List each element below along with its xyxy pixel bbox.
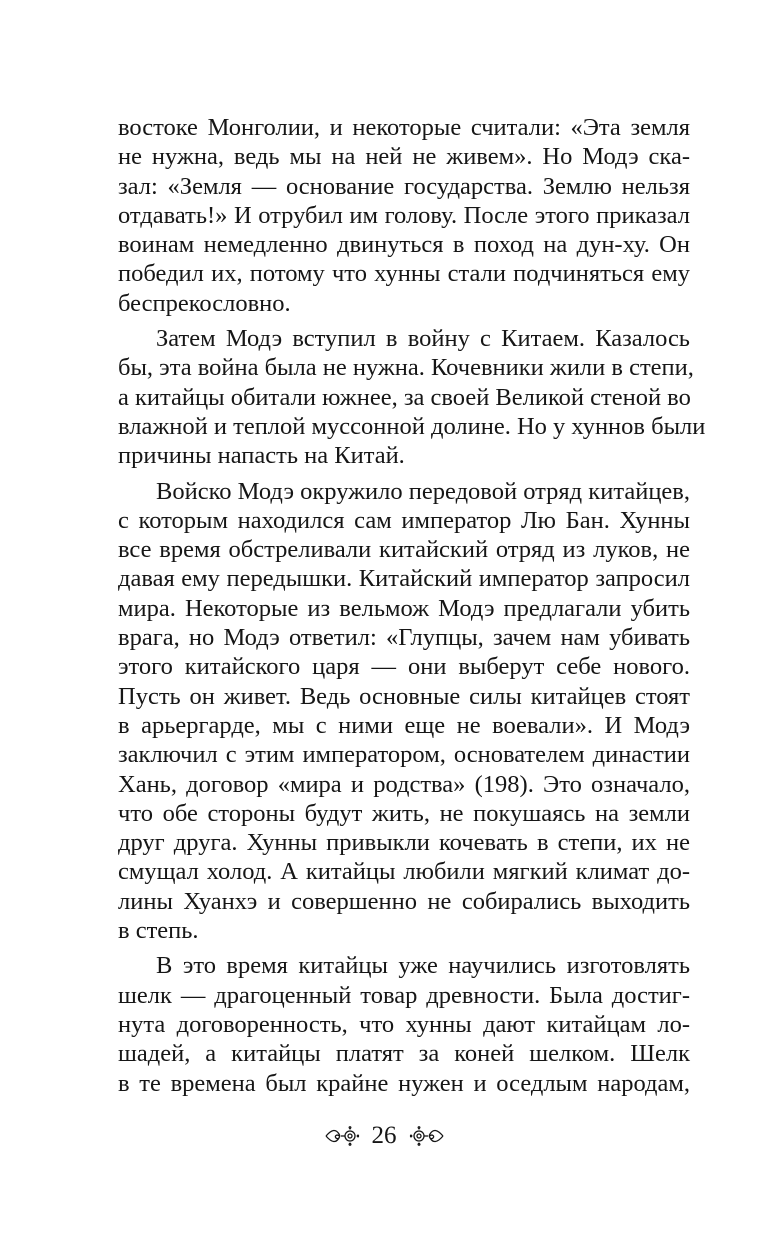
- text-line: влажной и теплой муссонной долине. Но у хуннов были: [118, 412, 706, 440]
- floral-ornament-icon: [409, 1125, 445, 1147]
- text-line: друг друга. Хунны привыкли кочевать в степи, их не: [118, 829, 690, 857]
- text-line: врага, но Модэ ответил: «Глупцы, зачем нам убивать: [118, 624, 690, 652]
- text-line: Хань, договор «мира и родства» (198). Это означало,: [118, 770, 690, 798]
- paragraph: [118, 951, 690, 1097]
- text-line: шелк — драгоценный товар древности. Была достиг-: [118, 981, 690, 1009]
- paragraph: [118, 113, 690, 318]
- text-line: победил их, потому что хунны стали подчиняться ему: [118, 260, 690, 288]
- text-line: все время обстреливали китайский отряд из луков, не: [118, 536, 690, 564]
- text-line: беспрекословно.: [118, 289, 291, 317]
- text-line: Пусть он живет. Ведь основные силы китайцев стоят: [118, 682, 690, 710]
- text-line: что обе стороны будут жить, не покушаясь на земли: [118, 799, 690, 827]
- text-line: шадей, а китайцы платят за коней шелком. Шелк: [118, 1040, 690, 1068]
- text-line: востоке Монголии, и некоторые считали: «Эта земля: [118, 114, 690, 141]
- text-line: с которым находился сам император Лю Бан. Хунны: [118, 506, 690, 534]
- text-line: этого китайского царя — они выберут себе нового.: [118, 653, 690, 681]
- floral-ornament-icon: [324, 1125, 360, 1147]
- page-number: 26: [371, 1122, 397, 1149]
- text-line: а китайцы обитали южнее, за своей Великой стеной во: [118, 383, 691, 411]
- text-line: давая ему передышки. Китайский император запросил: [118, 565, 690, 593]
- text-line: бы, эта война была не нужна. Кочевники жили в степи,: [118, 354, 694, 382]
- body-text: [118, 113, 706, 1104]
- text-line: отдавать!» И отрубил им голову. После этого приказал: [118, 201, 690, 229]
- text-line: нута договоренность, что хунны дают китайцам ло-: [118, 1010, 690, 1038]
- page-footer: [0, 1116, 768, 1156]
- paragraph: [118, 477, 690, 946]
- text-line: мира. Некоторые из вельмож Модэ предлагали убить: [118, 594, 690, 622]
- text-line: зал: «Земля — основание государства. Землю нельзя: [118, 172, 690, 200]
- text-line: в арьергарде, мы с ними еще не воевали». И Модэ: [118, 711, 690, 739]
- paragraph: [118, 324, 706, 470]
- text-line: Войско Модэ окружило передовой отряд китайцев,: [156, 477, 690, 505]
- text-line: Затем Модэ вступил в войну с Китаем. Казалось: [156, 325, 690, 353]
- text-line: В это время китайцы уже научились изготовлять: [156, 952, 690, 980]
- text-line: в степь.: [118, 917, 199, 945]
- text-line: заключил с этим императором, основателем династии: [118, 741, 690, 769]
- text-line: причины напасть на Китай.: [118, 442, 405, 470]
- text-line: не нужна, ведь мы на ней не живем». Но Модэ ска-: [118, 143, 690, 171]
- text-line: в те времена был крайне нужен и оседлым народам,: [118, 1069, 690, 1097]
- text-line: воинам немедленно двинуться в поход на дун-ху. Он: [118, 231, 690, 259]
- text-line: лины Хуанхэ и совершенно не собирались выходить: [118, 887, 690, 915]
- text-line: смущал холод. А китайцы любили мягкий климат до-: [118, 858, 690, 886]
